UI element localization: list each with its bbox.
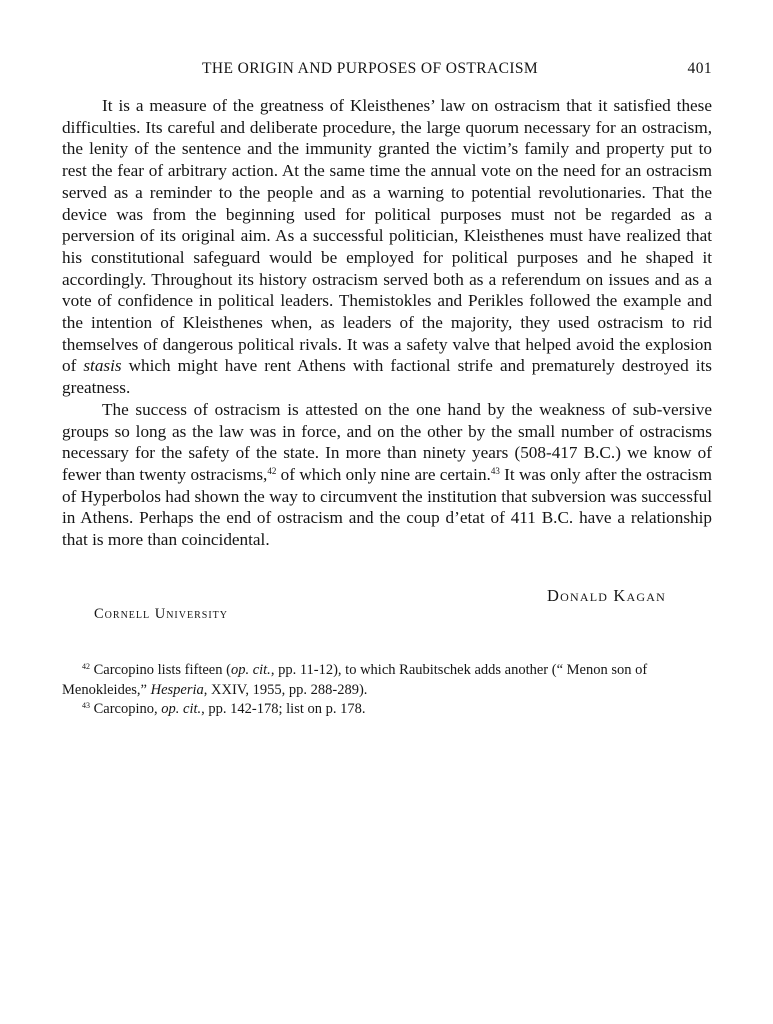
era-abbreviation: B.C. — [541, 508, 574, 528]
paragraph-2-text-end: have a relationship that is more than coincidental. — [62, 508, 712, 550]
footnote-43 — [62, 700, 712, 720]
author-signature: Donald Kagan — [547, 586, 667, 605]
page-number: 401 — [687, 60, 712, 77]
footnote-ref-42[interactable]: 42 — [267, 465, 277, 476]
article-body — [62, 95, 712, 551]
running-head-title: THE ORIGIN AND PURPOSES OF OSTRACISM — [202, 60, 539, 77]
footnotes — [62, 661, 712, 720]
footnote-marker: 42 — [82, 662, 90, 671]
footnote-text: Carcopino, — [90, 701, 162, 717]
footnote-marker: 43 — [82, 701, 90, 710]
footnote-text: , XXIV, 1955, pp. 288-289). — [203, 681, 368, 698]
footnote-42 — [62, 661, 712, 700]
italic-term: stasis — [83, 356, 122, 376]
footnote-ref-43[interactable]: 43 — [490, 465, 500, 476]
footnote-text: , pp. 11-12), to which Raubitschek adds another (“ Menon son of Menokleides,” — [62, 662, 648, 698]
footnote-italic: op. cit. — [161, 701, 202, 717]
era-abbreviation: B.C. — [583, 443, 616, 463]
footnote-italic: op. cit. — [230, 662, 271, 678]
paragraph-1-text: It is a measure of the greatness of Kleisthenes’ law on ostracism that it satisfied these difficulties. Its careful and deliberate procedure, the large quorum necessary for an ostracism, the lenity of the sentence and the immunity granted the victim’s family and property put to rest the fear of arbitrary action. At the same time the annual vote on the need for an ostracism served as a reminder to the people and as a warning to potential revolutionaries. That the device was from the beginning used for political purposes must not be regarded as a perversion of its original aim. As a successful politician, Kleisthenes must have realized that his constitutional safeguard would be employed for political purposes and he shaped it accordingly. Throughout its history ostracism served both as a referendum on issues and as a vote of confidence in political leaders. Themistokles and Perikles followed the example and the intention of Kleisthenes when, as leaders of the majority, they used ostracism to rid themselves of dangerous political rivals. It was a safety valve that helped avoid the explosion of — [62, 96, 712, 376]
paragraph-2-text-c: of which only nine are certain. — [276, 464, 491, 484]
paragraph-1-text-end: which might have rent Athens with factional strife and prematurely destroyed its greatness. — [62, 356, 712, 398]
paragraph-1 — [62, 95, 712, 399]
footnote-text: Carcopino lists fifteen ( — [90, 662, 231, 678]
footnote-text: , pp. 142-178; list on p. 178. — [201, 701, 366, 717]
footnote-italic: Hesperia — [150, 681, 204, 698]
paragraph-2 — [62, 399, 712, 551]
paragraph-2-text: The success of ostracism is attested on the one hand by the weakness of sub-versive groups so long as the law was in force, and on the other by the small number of ostracisms necessary for the safety of the state. In more than ninety years (508-417 — [62, 399, 712, 463]
paragraph-2-text-d: It was only after the ostracism of Hyperbolos had shown the way to circumvent the institution that subversion was successful in Athens. Perhaps the end of ostracism and the coup d’etat of 411 — [62, 464, 712, 528]
paragraph-2-text-b: ) we know of fewer than twenty ostracisms, — [62, 443, 712, 484]
author-affiliation: Cornell University — [94, 606, 228, 622]
